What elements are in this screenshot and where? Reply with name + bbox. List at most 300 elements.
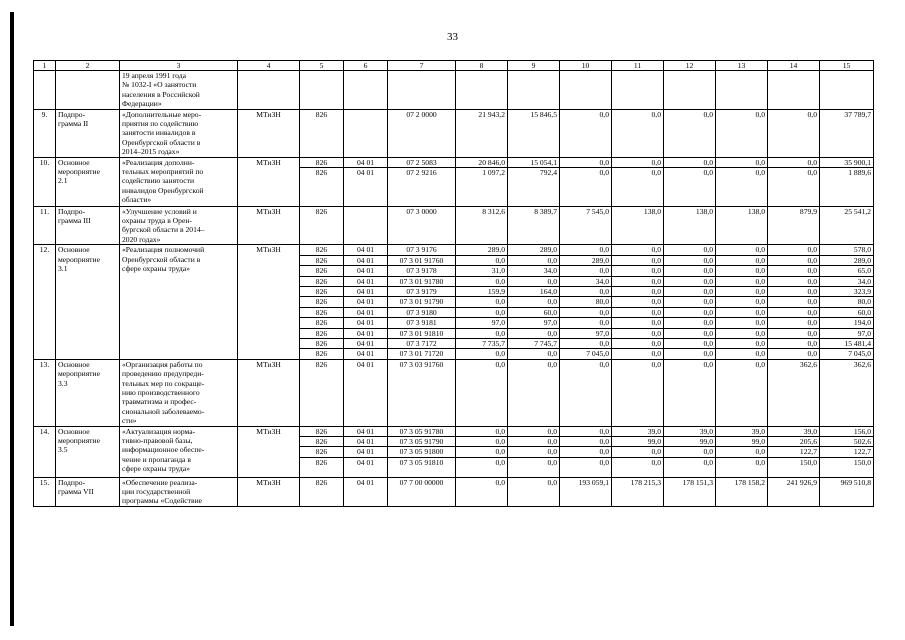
cell-value: 04 01 <box>344 359 388 426</box>
cell-value: 04 01 <box>344 349 388 359</box>
cell-value: 0,0 <box>716 359 768 426</box>
cell-value: 0,0 <box>612 359 664 426</box>
column-header: 12 <box>664 61 716 71</box>
cell-value: 0,0 <box>612 318 664 328</box>
column-header: 1 <box>34 61 56 71</box>
cell-value: 35 900,1 <box>820 157 874 167</box>
cell-value: 04 01 <box>344 307 388 317</box>
row-number: 15. <box>34 477 56 506</box>
cell-value: 826 <box>300 297 344 307</box>
cell-value: 07 3 9180 <box>388 307 456 317</box>
cell-value <box>344 109 388 157</box>
cell-value: 7 045,0 <box>560 349 612 359</box>
cell-value: 0,0 <box>664 338 716 348</box>
cell-value: 34,0 <box>820 276 874 286</box>
cell-value: 0,0 <box>508 426 560 436</box>
program-description: «Дополнительные меро- приятия по содействию занятости инвалидов в Оренбургской области в 2014–2015 годах» <box>120 109 238 157</box>
cell-value: 826 <box>300 245 344 255</box>
cell-value: 0,0 <box>508 276 560 286</box>
cell-value: 0,0 <box>612 328 664 338</box>
table-row <box>34 206 874 245</box>
cell-value: 578,0 <box>820 245 874 255</box>
cell-value: 1 889,6 <box>820 168 874 207</box>
cell-value: 0,0 <box>612 286 664 296</box>
cell-value: 0,0 <box>716 349 768 359</box>
cell-value: 0,0 <box>508 477 560 506</box>
cell-value: 99,0 <box>664 437 716 447</box>
cell-value: 0,0 <box>560 307 612 317</box>
executor: МТиЗН <box>238 157 300 206</box>
column-header: 15 <box>820 61 874 71</box>
row-number: 9. <box>34 109 56 157</box>
empty-cell <box>56 71 120 110</box>
cell-value: 04 01 <box>344 255 388 265</box>
cell-value: 289,0 <box>560 255 612 265</box>
cell-value: 0,0 <box>612 266 664 276</box>
program-name: Основное мероприятие 3.1 <box>56 245 120 359</box>
program-description: «Реализация полномочий Оренбургской области в сфере охраны труда» <box>120 245 238 359</box>
cell-value: 0,0 <box>716 297 768 307</box>
cell-value: 0,0 <box>612 255 664 265</box>
cell-value: 04 01 <box>344 338 388 348</box>
cell-value: 0,0 <box>716 447 768 457</box>
cell-value: 0,0 <box>612 297 664 307</box>
cell-value: 07 3 01 91780 <box>388 276 456 286</box>
cell-value: 0,0 <box>612 447 664 457</box>
cell-value: 07 3 0000 <box>388 206 456 245</box>
continuation-row <box>34 71 874 110</box>
cell-value: 07 3 05 91800 <box>388 447 456 457</box>
cell-value: 04 01 <box>344 297 388 307</box>
cell-value: 0,0 <box>768 297 820 307</box>
cell-value: 07 7 00 00000 <box>388 477 456 506</box>
cell-value: 0,0 <box>560 457 612 477</box>
cell-value: 0,0 <box>560 157 612 167</box>
cell-value: 138,0 <box>612 206 664 245</box>
cell-value: 0,0 <box>768 157 820 167</box>
executor: МТиЗН <box>238 206 300 245</box>
cell-value: 0,0 <box>560 338 612 348</box>
cell-value: 138,0 <box>716 206 768 245</box>
cell-value: 826 <box>300 457 344 477</box>
cell-value: 826 <box>300 359 344 426</box>
cell-value: 0,0 <box>664 328 716 338</box>
cell-value: 0,0 <box>664 349 716 359</box>
page-number: 33 <box>447 31 458 43</box>
cell-value: 0,0 <box>612 457 664 477</box>
cell-value: 0,0 <box>716 286 768 296</box>
executor: МТиЗН <box>238 245 300 359</box>
cell-value: 0,0 <box>664 109 716 157</box>
column-header: 6 <box>344 61 388 71</box>
cell-value: 7 045,0 <box>820 349 874 359</box>
cell-value: 826 <box>300 168 344 207</box>
cell-value: 0,0 <box>456 328 508 338</box>
cell-value: 879,9 <box>768 206 820 245</box>
cell-value: 0,0 <box>508 328 560 338</box>
cell-value: 0,0 <box>716 255 768 265</box>
cell-value: 04 01 <box>344 168 388 207</box>
column-header: 3 <box>120 61 238 71</box>
empty-cell <box>716 71 768 110</box>
cell-value: 0,0 <box>664 255 716 265</box>
cell-value: 241 926,9 <box>768 477 820 506</box>
header-row <box>34 61 874 71</box>
executor: МТиЗН <box>238 426 300 477</box>
table-row <box>34 477 874 506</box>
cell-value: 826 <box>300 157 344 167</box>
cell-value: 07 2 9216 <box>388 168 456 207</box>
cell-value: 826 <box>300 307 344 317</box>
cell-value: 0,0 <box>768 266 820 276</box>
cell-value: 0,0 <box>716 457 768 477</box>
cell-value: 194,0 <box>820 318 874 328</box>
cell-value: 07 2 0000 <box>388 109 456 157</box>
cell-value: 0,0 <box>560 109 612 157</box>
cell-value: 39,0 <box>612 426 664 436</box>
cell-value: 7 735,7 <box>456 338 508 348</box>
cell-value: 04 01 <box>344 286 388 296</box>
cell-value: 792,4 <box>508 168 560 207</box>
cell-value: 0,0 <box>664 266 716 276</box>
cell-value: 826 <box>300 338 344 348</box>
cell-value: 0,0 <box>456 255 508 265</box>
empty-cell <box>34 71 56 110</box>
cell-value: 0,0 <box>508 359 560 426</box>
cell-value: 0,0 <box>612 349 664 359</box>
cell-value: 7 745,7 <box>508 338 560 348</box>
cell-value: 0,0 <box>456 477 508 506</box>
cell-value: 156,0 <box>820 426 874 436</box>
cell-value: 04 01 <box>344 447 388 457</box>
cell-value: 07 3 9179 <box>388 286 456 296</box>
cell-value: 0,0 <box>664 245 716 255</box>
cell-value <box>344 206 388 245</box>
executor: МТиЗН <box>238 359 300 426</box>
cell-value: 07 3 01 91810 <box>388 328 456 338</box>
cell-value: 0,0 <box>612 168 664 207</box>
cell-value: 0,0 <box>664 276 716 286</box>
cell-value: 0,0 <box>664 457 716 477</box>
table-row <box>34 245 874 255</box>
cell-value: 04 01 <box>344 426 388 436</box>
table-body <box>34 61 874 507</box>
cell-value: 826 <box>300 206 344 245</box>
cell-value: 826 <box>300 477 344 506</box>
cell-value: 0,0 <box>664 157 716 167</box>
cell-value: 0,0 <box>612 338 664 348</box>
cell-value: 99,0 <box>612 437 664 447</box>
cell-value: 39,0 <box>664 426 716 436</box>
cell-value: 826 <box>300 437 344 447</box>
cell-value: 39,0 <box>768 426 820 436</box>
cell-value: 37 789,7 <box>820 109 874 157</box>
cell-value: 323,9 <box>820 286 874 296</box>
cell-value: 8 389,7 <box>508 206 560 245</box>
cell-value: 826 <box>300 349 344 359</box>
cell-value: 205,6 <box>768 437 820 447</box>
cell-value: 0,0 <box>508 447 560 457</box>
cell-value: 0,0 <box>716 276 768 286</box>
table-row <box>34 157 874 167</box>
row-number: 14. <box>34 426 56 477</box>
cell-value: 0,0 <box>456 457 508 477</box>
cell-value: 15 481,4 <box>820 338 874 348</box>
cell-value: 97,0 <box>560 328 612 338</box>
cell-value: 0,0 <box>612 245 664 255</box>
cell-value: 0,0 <box>716 157 768 167</box>
cell-value: 0,0 <box>664 359 716 426</box>
cell-value: 04 01 <box>344 276 388 286</box>
cell-value: 0,0 <box>768 349 820 359</box>
cell-value: 0,0 <box>664 447 716 457</box>
cell-value: 0,0 <box>716 266 768 276</box>
column-header: 14 <box>768 61 820 71</box>
cell-value: 07 3 05 91780 <box>388 426 456 436</box>
cell-value: 0,0 <box>560 318 612 328</box>
program-name: Подпро- грамма II <box>56 109 120 157</box>
empty-cell <box>508 71 560 110</box>
cell-value: 07 3 01 91760 <box>388 255 456 265</box>
column-header: 5 <box>300 61 344 71</box>
row-number: 13. <box>34 359 56 426</box>
cell-value: 34,0 <box>508 266 560 276</box>
cell-value: 20 846,0 <box>456 157 508 167</box>
cell-value: 0,0 <box>560 447 612 457</box>
cell-value: 0,0 <box>768 109 820 157</box>
cell-value: 8 312,6 <box>456 206 508 245</box>
empty-cell <box>560 71 612 110</box>
cell-value: 07 3 7172 <box>388 338 456 348</box>
column-header: 4 <box>238 61 300 71</box>
table-row <box>34 426 874 436</box>
cell-value: 138,0 <box>664 206 716 245</box>
cell-value: 60,0 <box>508 307 560 317</box>
cell-value: 826 <box>300 109 344 157</box>
cell-value: 0,0 <box>560 359 612 426</box>
cell-value: 826 <box>300 328 344 338</box>
row-number: 11. <box>34 206 56 245</box>
cell-value: 0,0 <box>456 307 508 317</box>
cell-value: 65,0 <box>820 266 874 276</box>
row-number: 12. <box>34 245 56 359</box>
program-description: «Обеспечение реализа- ции государственной программы «Содействие <box>120 477 238 506</box>
column-header: 9 <box>508 61 560 71</box>
cell-value: 0,0 <box>716 307 768 317</box>
cell-value: 60,0 <box>820 307 874 317</box>
cell-value: 99,0 <box>716 437 768 447</box>
cell-value: 31,0 <box>456 266 508 276</box>
cell-value: 97,0 <box>820 328 874 338</box>
cell-value: 7 545,0 <box>560 206 612 245</box>
cell-value: 0,0 <box>508 349 560 359</box>
cell-value: 826 <box>300 318 344 328</box>
cell-value: 0,0 <box>716 168 768 207</box>
cell-value: 15 846,5 <box>508 109 560 157</box>
continuation-text: 19 апреля 1991 года № 1032-I «О занятости населения в Российской Федерации» <box>120 71 238 110</box>
column-header: 8 <box>456 61 508 71</box>
cell-value: 178 215,3 <box>612 477 664 506</box>
executor: МТиЗН <box>238 477 300 506</box>
cell-value: 0,0 <box>664 318 716 328</box>
cell-value: 0,0 <box>716 245 768 255</box>
cell-value: 0,0 <box>768 328 820 338</box>
empty-cell <box>768 71 820 110</box>
cell-value: 0,0 <box>508 297 560 307</box>
cell-value: 826 <box>300 266 344 276</box>
empty-cell <box>344 71 388 110</box>
cell-value: 159,9 <box>456 286 508 296</box>
cell-value: 0,0 <box>456 426 508 436</box>
cell-value: 0,0 <box>664 286 716 296</box>
cell-value: 0,0 <box>664 307 716 317</box>
cell-value: 122,7 <box>820 447 874 457</box>
cell-value: 178 158,2 <box>716 477 768 506</box>
cell-value: 07 3 01 91790 <box>388 297 456 307</box>
cell-value: 0,0 <box>768 307 820 317</box>
cell-value: 150,0 <box>768 457 820 477</box>
cell-value: 0,0 <box>768 255 820 265</box>
cell-value: 04 01 <box>344 157 388 167</box>
cell-value: 04 01 <box>344 266 388 276</box>
column-header: 2 <box>56 61 120 71</box>
cell-value: 0,0 <box>456 359 508 426</box>
cell-value: 969 510,8 <box>820 477 874 506</box>
program-name: Основное мероприятие 2.1 <box>56 157 120 206</box>
cell-value: 0,0 <box>716 328 768 338</box>
cell-value: 0,0 <box>560 437 612 447</box>
cell-value: 80,0 <box>820 297 874 307</box>
cell-value: 0,0 <box>612 276 664 286</box>
cell-value: 289,0 <box>820 255 874 265</box>
cell-value: 04 01 <box>344 318 388 328</box>
cell-value: 0,0 <box>612 307 664 317</box>
empty-cell <box>612 71 664 110</box>
cell-value: 39,0 <box>716 426 768 436</box>
cell-value: 21 943,2 <box>456 109 508 157</box>
cell-value: 0,0 <box>768 168 820 207</box>
cell-value: 0,0 <box>456 437 508 447</box>
cell-value: 15 054,1 <box>508 157 560 167</box>
cell-value: 826 <box>300 276 344 286</box>
cell-value: 1 097,2 <box>456 168 508 207</box>
table-row <box>34 359 874 426</box>
empty-cell <box>238 71 300 110</box>
cell-value: 07 3 05 91790 <box>388 437 456 447</box>
cell-value: 07 3 03 91760 <box>388 359 456 426</box>
cell-value: 04 01 <box>344 328 388 338</box>
program-description: «Улучшение условий и охраны труда в Орен- бургской области в 2014– 2020 годах» <box>120 206 238 245</box>
table-row <box>34 109 874 157</box>
cell-value: 0,0 <box>664 297 716 307</box>
cell-value: 193 059,1 <box>560 477 612 506</box>
cell-value: 164,0 <box>508 286 560 296</box>
cell-value: 07 3 9176 <box>388 245 456 255</box>
column-header: 13 <box>716 61 768 71</box>
cell-value: 289,0 <box>456 245 508 255</box>
cell-value: 0,0 <box>456 349 508 359</box>
cell-value: 07 3 9178 <box>388 266 456 276</box>
cell-value: 0,0 <box>560 266 612 276</box>
cell-value: 0,0 <box>768 286 820 296</box>
cell-value: 826 <box>300 447 344 457</box>
program-name: Подпро- грамма III <box>56 206 120 245</box>
cell-value: 0,0 <box>508 255 560 265</box>
cell-value: 04 01 <box>344 437 388 447</box>
program-description: «Организация работы по проведению предупреди- тельных мер по сокраще- нию производственного травматизма и профес- сиональной заболеваемо- сти» <box>120 359 238 426</box>
cell-value: 0,0 <box>716 318 768 328</box>
cell-value: 0,0 <box>612 109 664 157</box>
cell-value: 04 01 <box>344 477 388 506</box>
cell-value: 0,0 <box>456 297 508 307</box>
cell-value: 07 3 05 91810 <box>388 457 456 477</box>
cell-value: 0,0 <box>768 318 820 328</box>
cell-value: 07 3 9181 <box>388 318 456 328</box>
program-description: «Реализация дополни- тельных мероприятий по содействию занятости инвалидов Оренбургской области» <box>120 157 238 206</box>
program-name: Основное мероприятие 3.5 <box>56 426 120 477</box>
cell-value: 502,6 <box>820 437 874 447</box>
cell-value: 362,6 <box>820 359 874 426</box>
cell-value: 826 <box>300 426 344 436</box>
cell-value: 0,0 <box>768 338 820 348</box>
cell-value: 0,0 <box>508 457 560 477</box>
budget-table <box>33 60 874 507</box>
program-name: Основное мероприятие 3.3 <box>56 359 120 426</box>
cell-value: 289,0 <box>508 245 560 255</box>
cell-value: 07 2 5083 <box>388 157 456 167</box>
column-header: 10 <box>560 61 612 71</box>
cell-value: 0,0 <box>716 109 768 157</box>
cell-value: 0,0 <box>560 426 612 436</box>
cell-value: 25 541,2 <box>820 206 874 245</box>
executor: МТиЗН <box>238 109 300 157</box>
cell-value: 0,0 <box>768 245 820 255</box>
cell-value: 0,0 <box>456 447 508 457</box>
cell-value: 0,0 <box>768 276 820 286</box>
cell-value: 0,0 <box>560 245 612 255</box>
cell-value: 80,0 <box>560 297 612 307</box>
cell-value: 150,0 <box>820 457 874 477</box>
binding-bar <box>10 12 14 626</box>
column-header: 7 <box>388 61 456 71</box>
cell-value: 0,0 <box>456 276 508 286</box>
program-name: Подпро- грамма VII <box>56 477 120 506</box>
cell-value: 34,0 <box>560 276 612 286</box>
empty-cell <box>388 71 456 110</box>
cell-value: 0,0 <box>560 168 612 207</box>
empty-cell <box>456 71 508 110</box>
program-description: «Актуализация норма- тивно-правовой базы, информационное обеспе- чение и пропаганда в сфере охраны труда» <box>120 426 238 477</box>
empty-cell <box>300 71 344 110</box>
cell-value: 04 01 <box>344 457 388 477</box>
cell-value: 97,0 <box>456 318 508 328</box>
cell-value: 07 3 01 71720 <box>388 349 456 359</box>
cell-value: 826 <box>300 255 344 265</box>
cell-value: 178 151,3 <box>664 477 716 506</box>
cell-value: 826 <box>300 286 344 296</box>
empty-cell <box>820 71 874 110</box>
cell-value: 0,0 <box>560 286 612 296</box>
cell-value: 97,0 <box>508 318 560 328</box>
empty-cell <box>664 71 716 110</box>
cell-value: 0,0 <box>664 168 716 207</box>
cell-value: 04 01 <box>344 245 388 255</box>
cell-value: 122,7 <box>768 447 820 457</box>
row-number: 10. <box>34 157 56 206</box>
cell-value: 0,0 <box>508 437 560 447</box>
column-header: 11 <box>612 61 664 71</box>
cell-value: 0,0 <box>716 338 768 348</box>
